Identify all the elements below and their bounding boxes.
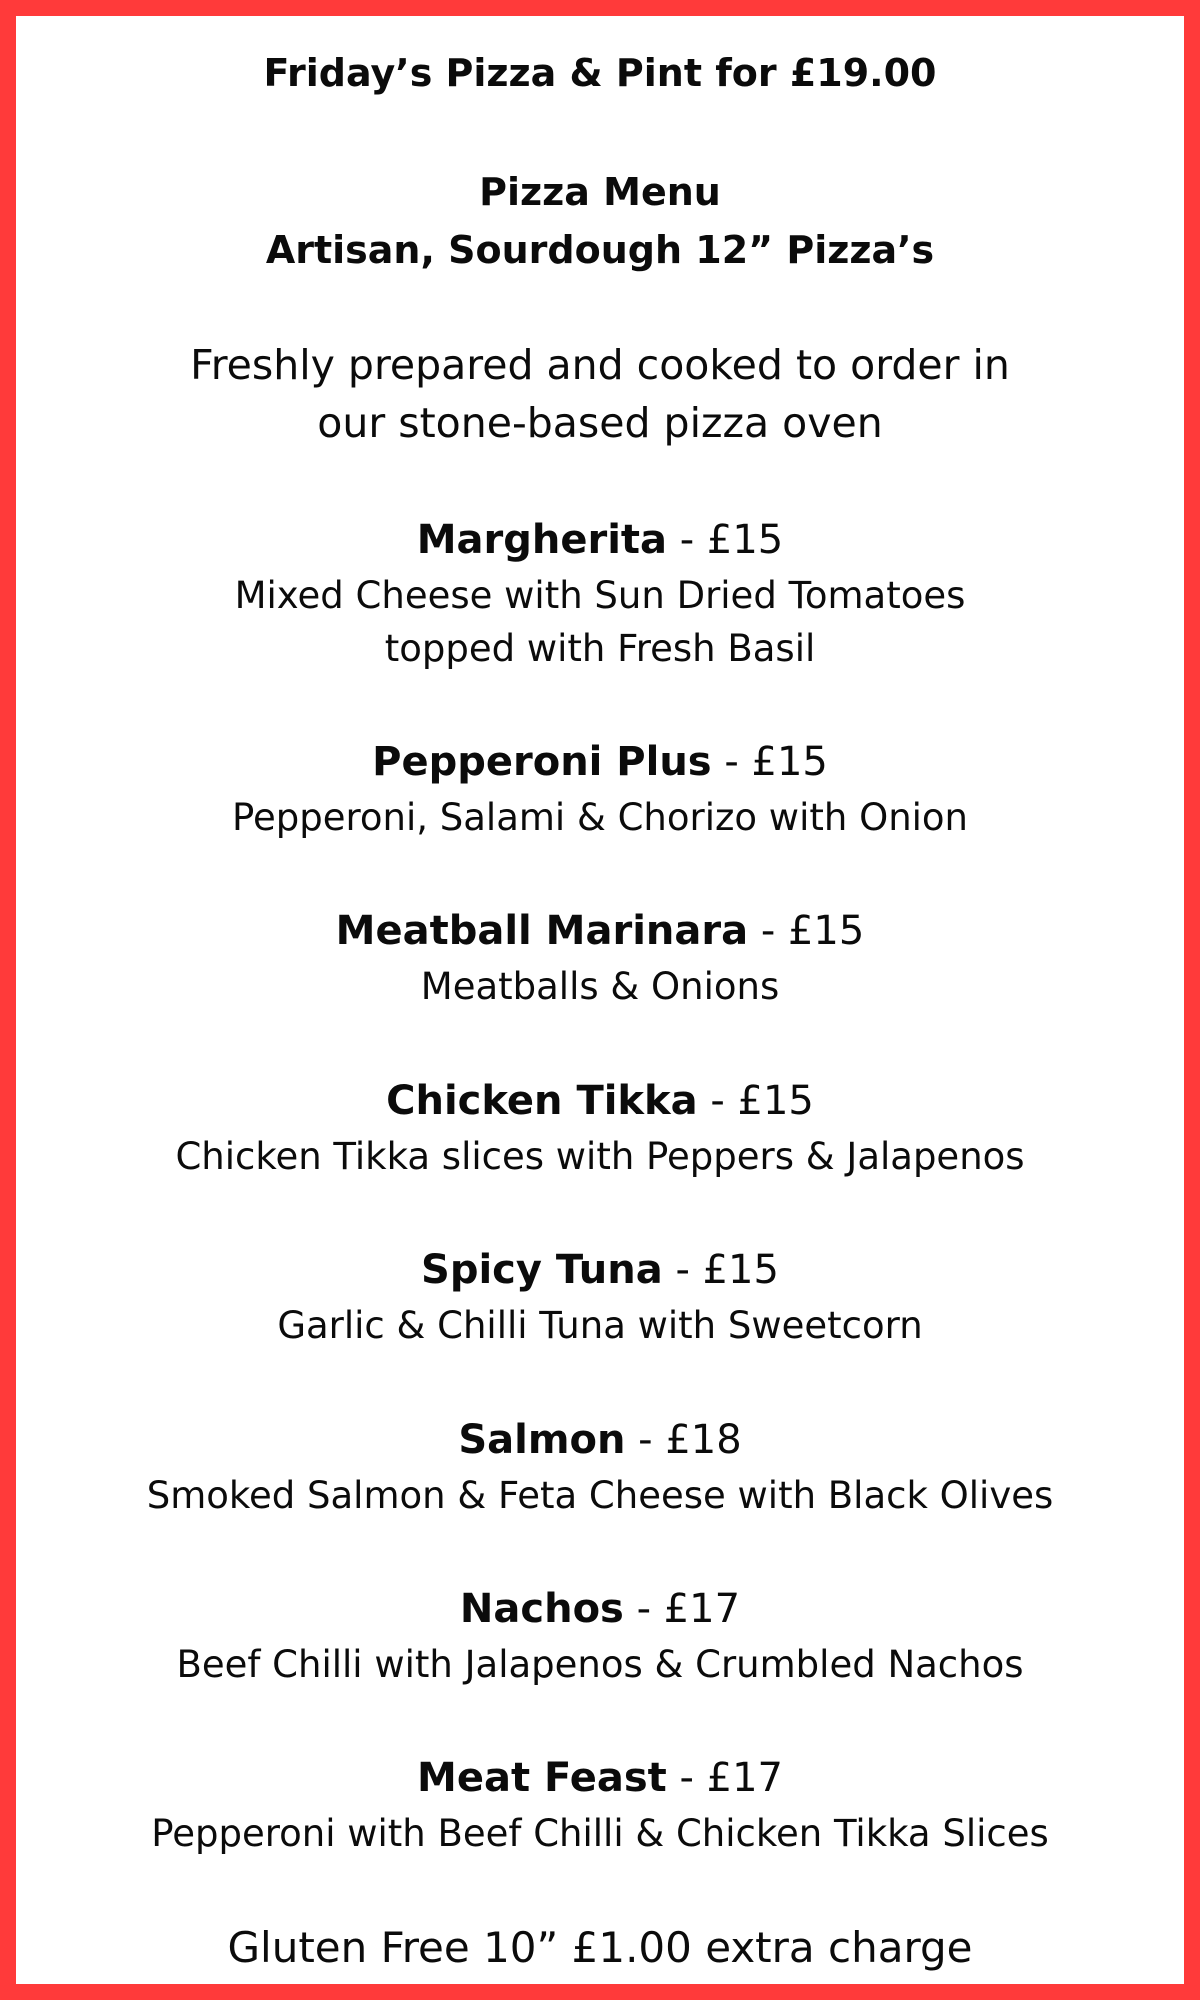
menu-item-price: - £18 [625,1417,742,1463]
menu-item-description: Pepperoni, Salami & Chorizo with Onion [231,796,969,839]
menu-item-description: Beef Chilli with Jalapenos & Crumbled Nachos [176,1643,1024,1686]
menu-item-title [16,1247,1184,1293]
offer-heading: Friday’s Pizza & Pint for £19.00 [263,51,937,95]
menu-item-description: topped with Fresh Basil [384,627,816,670]
menu-item-price: - £15 [748,908,865,954]
menu-item-title [16,1755,1184,1801]
menu-item-name: Chicken Tikka [386,1078,698,1124]
menu-item-description: Garlic & Chilli Tuna with Sweetcorn [277,1304,923,1347]
menu-item-name: Salmon [458,1417,626,1463]
intro-line-1: Freshly prepared and cooked to order in [190,341,1010,389]
menu-item-name: Pepperoni Plus [372,739,712,785]
menu-subtitle: Artisan, Sourdough 12” Pizza’s [265,228,935,272]
menu-item-price: - £17 [623,1586,741,1632]
menu-item-name: Nachos [459,1586,624,1632]
menu-item-title [16,517,1184,563]
menu-item-title [16,1078,1184,1124]
menu-title: Pizza Menu [479,170,721,214]
menu-item-name: Meatball Marinara [335,908,749,954]
menu-item-price: - £15 [697,1078,814,1124]
menu-item-description: Chicken Tikka slices with Peppers & Jalapenos [175,1135,1025,1178]
menu-item-price: - £15 [667,517,784,563]
menu-item-price: - £17 [666,1755,783,1801]
menu-item-description: Mixed Cheese with Sun Dried Tomatoes [234,574,966,617]
menu-item-name: Margherita [416,517,668,563]
menu-item-title [16,1417,1184,1463]
menu-item-price: - £15 [662,1247,779,1293]
menu-item-price: - £15 [711,739,828,785]
menu-item-description: Pepperoni with Beef Chilli & Chicken Tikka Slices [151,1812,1049,1855]
menu-item-name: Spicy Tuna [421,1247,663,1293]
menu-item-name: Meat Feast [417,1755,667,1801]
gluten-free-note: Gluten Free 10” £1.00 extra charge [227,1923,973,1972]
menu-item-description: Smoked Salmon & Feta Cheese with Black Olives [146,1474,1054,1517]
intro-line-2: our stone-based pizza oven [317,399,883,447]
menu-item-title [16,908,1184,954]
menu-item-description: Meatballs & Onions [420,965,780,1008]
menu-item-title [16,1586,1184,1632]
menu-item-title [16,739,1184,785]
